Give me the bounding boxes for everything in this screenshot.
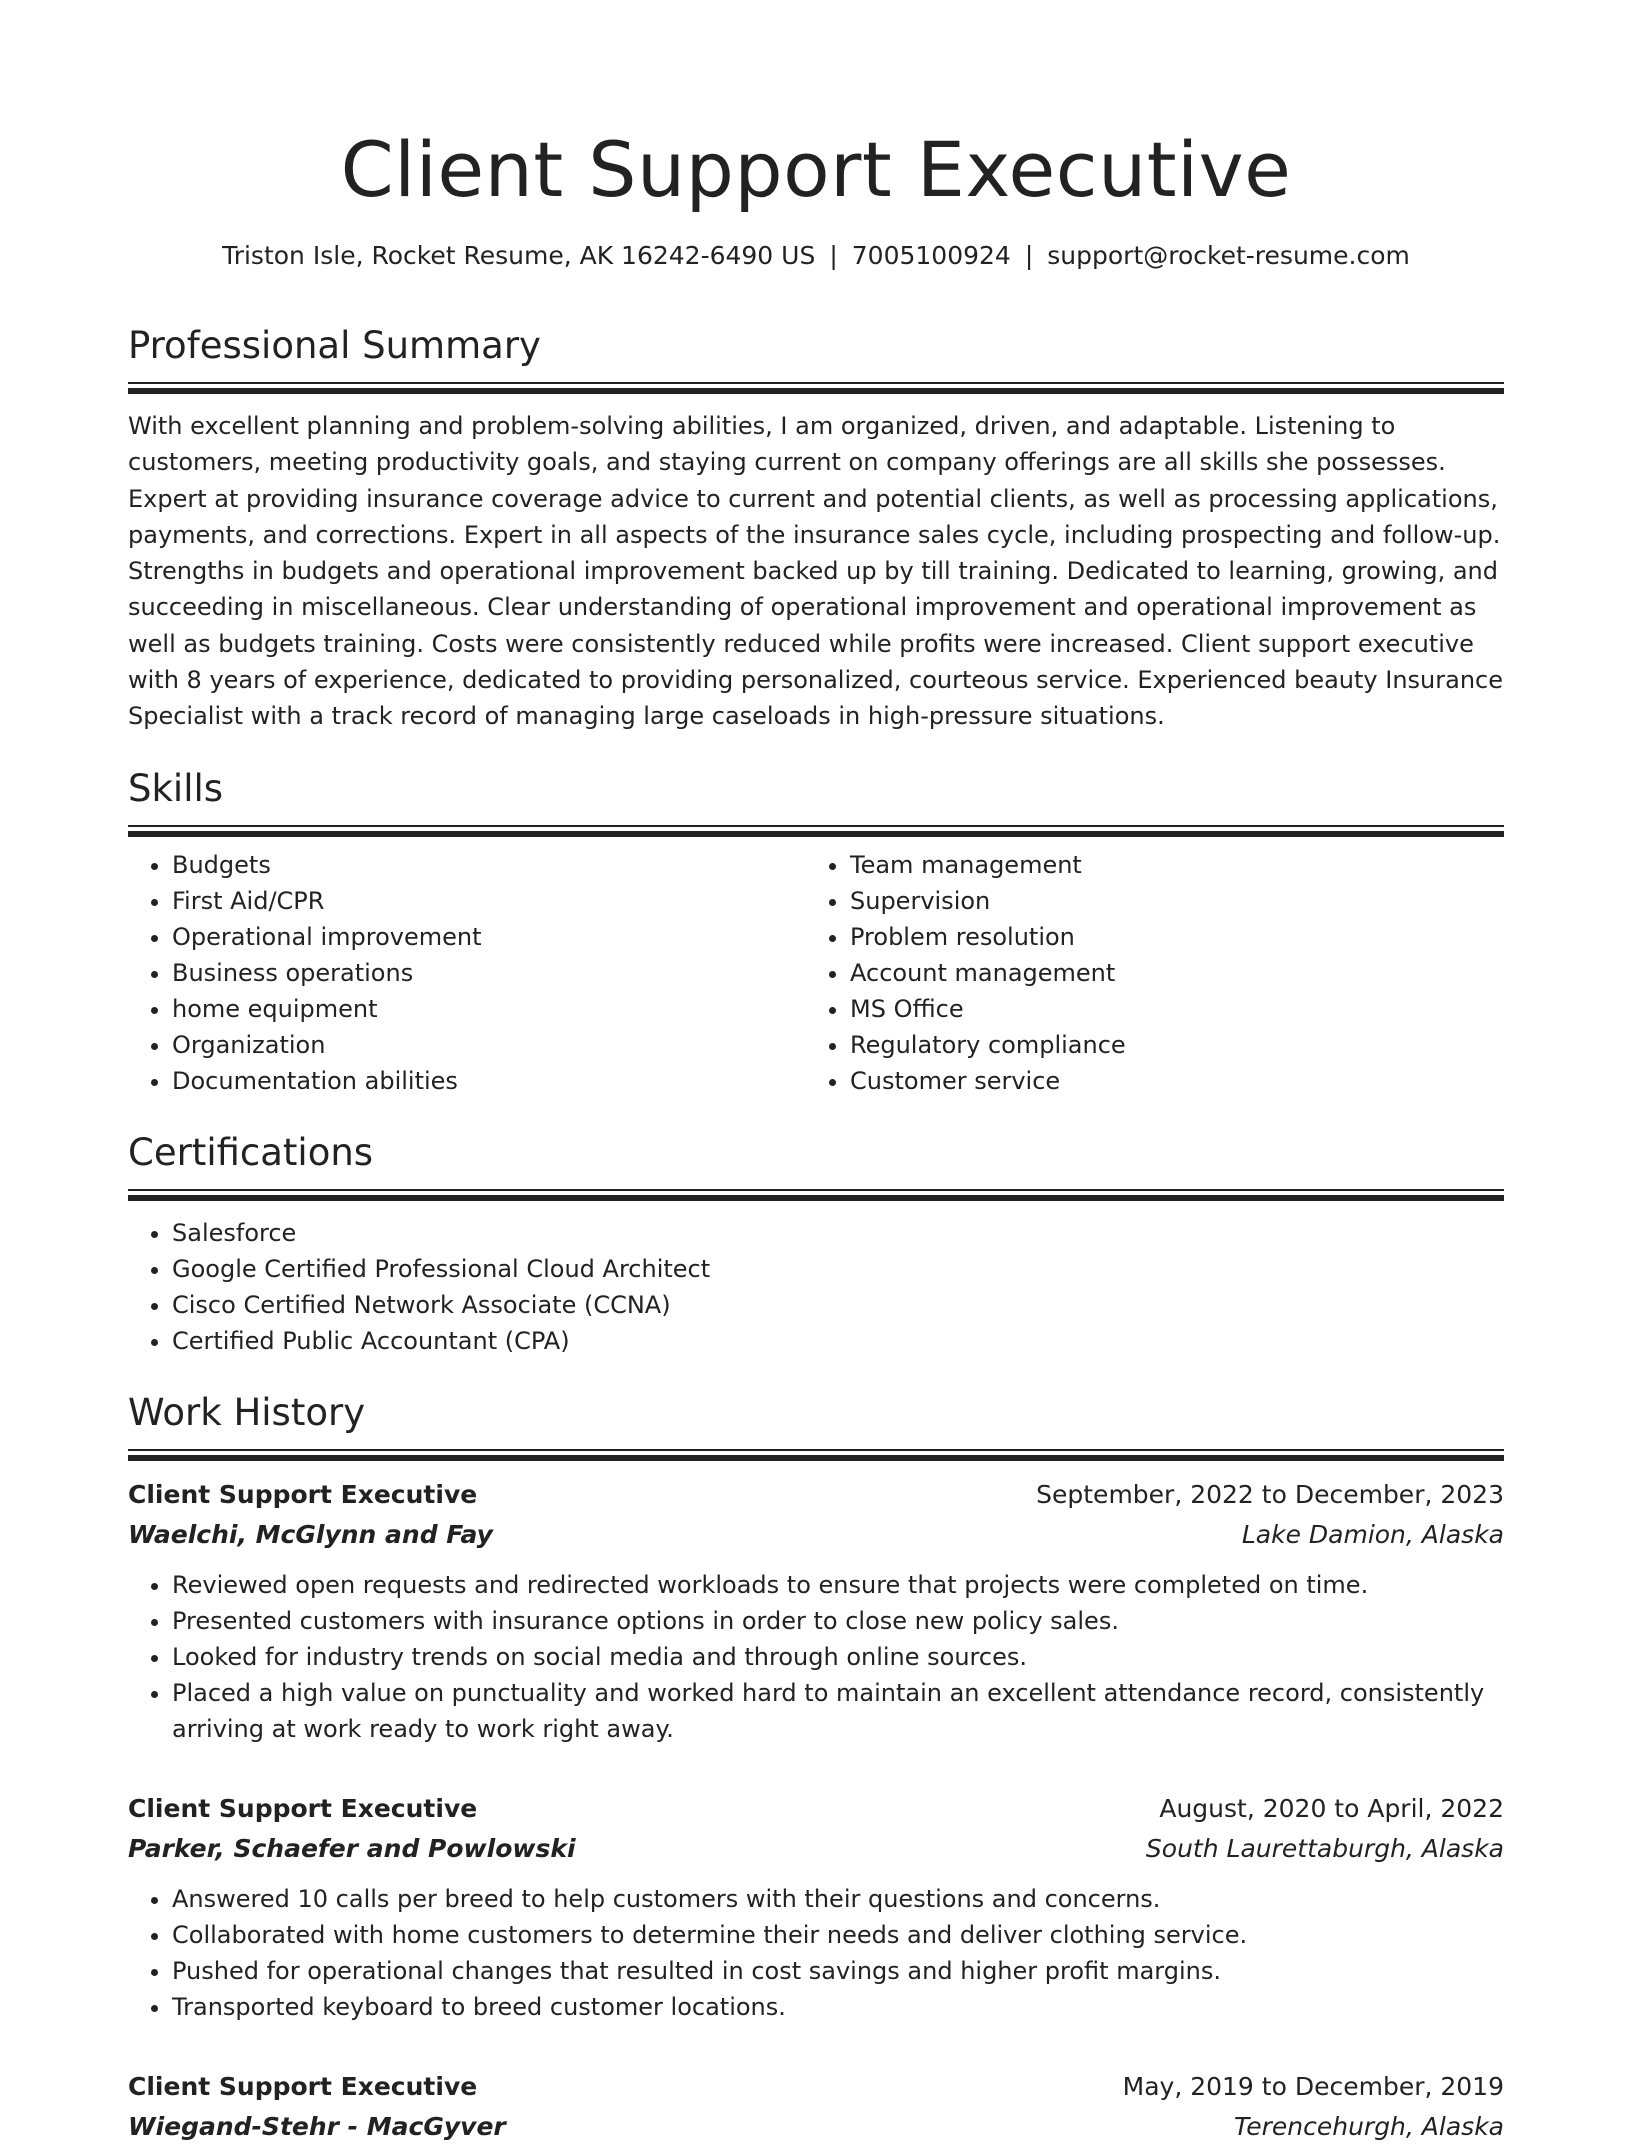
skill-item: • home equipment bbox=[172, 991, 806, 1027]
job-title: Client Support Executive bbox=[128, 1479, 478, 1509]
contact-address: Triston Isle, Rocket Resume, AK 16242-6490 US bbox=[222, 241, 816, 270]
work-history-section bbox=[128, 1389, 1504, 2147]
contact-separator: | bbox=[1024, 241, 1034, 270]
section-divider bbox=[128, 825, 1504, 837]
job-duty-item: • Transported keyboard to breed customer locations. bbox=[172, 1989, 1504, 2025]
job-entry bbox=[128, 1789, 1504, 2025]
certification-item: • Certified Public Accountant (CPA) bbox=[172, 1323, 1504, 1359]
job-title: Client Support Executive bbox=[128, 1793, 478, 1823]
job-duty-item: • Pushed for operational changes that resulted in cost savings and higher profit margins. bbox=[172, 1953, 1504, 1989]
skills-section bbox=[128, 765, 1504, 1099]
skill-item: • Account management bbox=[850, 955, 1484, 991]
job-duties-list bbox=[128, 1881, 1504, 2025]
skill-item: • Operational improvement bbox=[172, 919, 806, 955]
job-entry bbox=[128, 2067, 1504, 2147]
job-duty-item: • Reviewed open requests and redirected workloads to ensure that projects were completed on time. bbox=[172, 1567, 1504, 1603]
job-company: Waelchi, McGlynn and Fay bbox=[128, 1519, 493, 1549]
job-company-row bbox=[128, 2107, 1504, 2147]
contact-phone: 7005100924 bbox=[851, 241, 1011, 270]
job-duty-item: • Looked for industry trends on social media and through online sources. bbox=[172, 1639, 1504, 1675]
certifications-section bbox=[128, 1129, 1504, 1359]
job-duty-item: • Presented customers with insurance options in order to close new policy sales. bbox=[172, 1603, 1504, 1639]
job-company-row bbox=[128, 1829, 1504, 1869]
job-duty-item: • Collaborated with home customers to determine their needs and deliver clothing service. bbox=[172, 1917, 1504, 1953]
summary-section bbox=[128, 322, 1504, 735]
certifications-list bbox=[128, 1215, 1504, 1359]
job-duty-item: • Placed a high value on punctuality and worked hard to maintain an excellent attendance record, consistently arriving at work ready to work right away. bbox=[172, 1675, 1504, 1747]
job-company: Wiegand-Stehr - MacGyver bbox=[128, 2111, 506, 2141]
section-divider bbox=[128, 1189, 1504, 1201]
job-location: South Laurettaburgh, Alaska bbox=[1145, 1833, 1504, 1863]
skill-item: • Documentation abilities bbox=[172, 1063, 806, 1099]
resume-name: Client Support Executive bbox=[340, 125, 1292, 214]
skills-heading: Skills bbox=[128, 766, 224, 810]
contact-email: support@rocket-resume.com bbox=[1047, 241, 1410, 270]
skill-item: • Problem resolution bbox=[850, 919, 1484, 955]
skill-item: • MS Office bbox=[850, 991, 1484, 1027]
skills-left-list bbox=[128, 847, 806, 1099]
section-divider bbox=[128, 382, 1504, 394]
contact-line bbox=[128, 238, 1504, 274]
summary-text: With excellent planning and problem-solving abilities, I am organized, driven, and adaptable. Listening to customers, meeting productivity goals, and staying current on company offerings are all skills she possesses. Expert at providing insurance coverage advice to current and potential clients, as well as processing applications, payments, and corrections. Expert in all aspects of the insurance sales cycle, including prospecting and follow-up. Strengths in budgets and operational improvement backed up by till training. Dedicated to learning, growing, and succeeding in miscellaneous. Clear understanding of operational improvement and operational improvement as well as budgets training. Costs were consistently reduced while profits were increased. Client support executive with 8 years of experience, dedicated to providing personalized, courteous service. Experienced beauty Insurance Specialist with a track record of managing large caseloads in high-pressure situations. bbox=[128, 412, 1503, 731]
job-entry bbox=[128, 1475, 1504, 1747]
certifications-heading: Certifications bbox=[128, 1130, 374, 1174]
job-duties-list bbox=[128, 1567, 1504, 1747]
work-history-heading: Work History bbox=[128, 1390, 366, 1434]
job-title: Client Support Executive bbox=[128, 2071, 478, 2101]
skill-item: • Organization bbox=[172, 1027, 806, 1063]
skill-item: • Customer service bbox=[850, 1063, 1484, 1099]
job-duty-item: • Answered 10 calls per breed to help customers with their questions and concerns. bbox=[172, 1881, 1504, 1917]
job-location: Terencehurgh, Alaska bbox=[1234, 2111, 1504, 2141]
job-header-row bbox=[128, 1789, 1504, 1829]
skill-item: • Team management bbox=[850, 847, 1484, 883]
job-company: Parker, Schaefer and Powlowski bbox=[128, 1833, 576, 1863]
skill-item: • Budgets bbox=[172, 847, 806, 883]
certification-item: • Google Certified Professional Cloud Architect bbox=[172, 1251, 1504, 1287]
job-dates: September, 2022 to December, 2023 bbox=[1036, 1479, 1504, 1509]
job-company-row bbox=[128, 1515, 1504, 1555]
contact-separator: | bbox=[829, 241, 838, 270]
skills-right-list bbox=[806, 847, 1484, 1099]
job-header-row bbox=[128, 1475, 1504, 1515]
certification-item: • Cisco Certified Network Associate (CCNA) bbox=[172, 1287, 1504, 1323]
skills-grid bbox=[128, 847, 1504, 1099]
job-dates: August, 2020 to April, 2022 bbox=[1159, 1793, 1504, 1823]
job-location: Lake Damion, Alaska bbox=[1241, 1519, 1504, 1549]
section-divider bbox=[128, 1449, 1504, 1461]
skill-item: • Supervision bbox=[850, 883, 1484, 919]
job-dates: May, 2019 to December, 2019 bbox=[1122, 2071, 1504, 2101]
certification-item: • Salesforce bbox=[172, 1215, 1504, 1251]
summary-heading: Professional Summary bbox=[128, 324, 541, 367]
skill-item: • Regulatory compliance bbox=[850, 1027, 1484, 1063]
skill-item: • First Aid/CPR bbox=[172, 883, 806, 919]
job-header-row bbox=[128, 2067, 1504, 2107]
skill-item: • Business operations bbox=[172, 955, 806, 991]
